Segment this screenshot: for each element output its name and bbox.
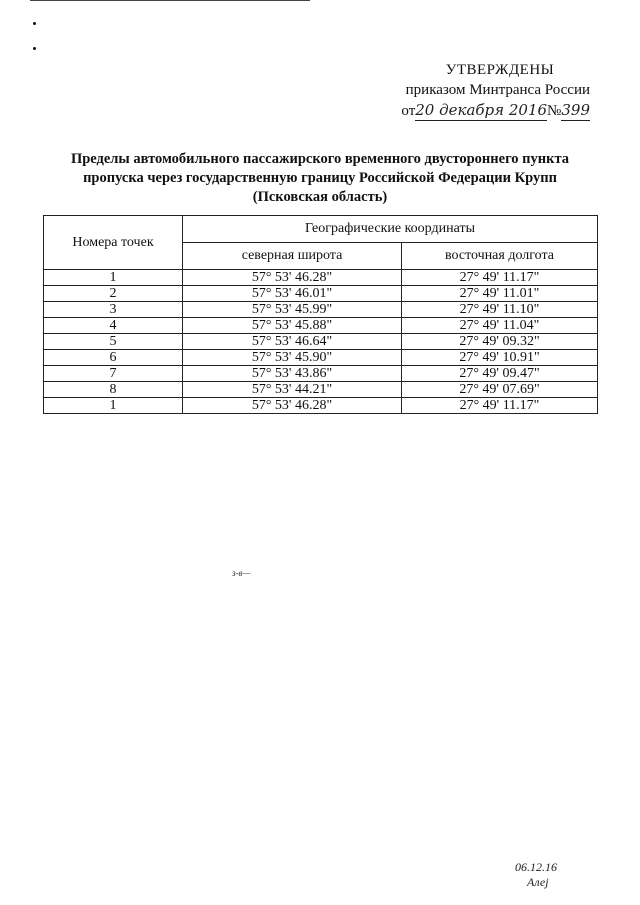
latitude-cell: 57° 53' 43.86" <box>183 366 402 382</box>
longitude-cell: 27° 49' 11.04" <box>402 318 598 334</box>
point-number: 8 <box>44 382 183 398</box>
point-number: 7 <box>44 366 183 382</box>
coordinates-table <box>43 215 598 414</box>
longitude-cell: 27° 49' 10.91" <box>402 350 598 366</box>
header-point-numbers: Номера точек <box>44 216 183 270</box>
point-number: 3 <box>44 302 183 318</box>
latitude-cell: 57° 53' 45.90" <box>183 350 402 366</box>
approval-date-line <box>380 100 590 121</box>
handwritten-mark: з-в— <box>232 568 251 578</box>
longitude-cell: 27° 49' 11.17" <box>402 398 598 414</box>
title-line-3: (Псковская область) <box>252 189 388 205</box>
latitude-cell: 57° 53' 44.21" <box>183 382 402 398</box>
title-line-2: пропуска через государственную границу Российской Федерации Крупп <box>83 170 557 186</box>
approval-block <box>380 60 590 121</box>
table-row <box>44 350 598 366</box>
longitude-cell: 27° 49' 07.69" <box>402 382 598 398</box>
header-longitude: восточная долгота <box>402 243 598 270</box>
footer-date: 06.12.16 <box>515 860 557 874</box>
latitude-cell: 57° 53' 46.01" <box>183 286 402 302</box>
longitude-cell: 27° 49' 11.10" <box>402 302 598 318</box>
top-border-line <box>30 0 310 1</box>
number-prefix: № <box>547 103 562 119</box>
table-row <box>44 382 598 398</box>
footer-handwritten-note <box>515 860 557 890</box>
table-row <box>44 302 598 318</box>
handwritten-date: 20 декабря 2016 <box>415 101 548 119</box>
table-row <box>44 286 598 302</box>
title-line-1: Пределы автомобильного пассажирского временного двустороннего пункта <box>70 151 570 167</box>
point-number: 1 <box>44 398 183 414</box>
longitude-cell: 27° 49' 11.01" <box>402 286 598 302</box>
handwritten-number: 399 <box>561 101 590 119</box>
header-geo-coordinates: Географические координаты <box>183 216 598 243</box>
latitude-cell: 57° 53' 45.88" <box>183 318 402 334</box>
longitude-cell: 27° 49' 11.17" <box>402 270 598 286</box>
latitude-cell: 57° 53' 46.28" <box>183 398 402 414</box>
date-prefix: от <box>401 103 416 119</box>
footer-signature: Алеј <box>527 875 549 889</box>
approval-order-line: приказом Минтранса России <box>405 82 590 98</box>
approval-heading: УТВЕРЖДЕНЫ <box>445 62 555 78</box>
point-number: 4 <box>44 318 183 334</box>
longitude-cell: 27° 49' 09.32" <box>402 334 598 350</box>
point-number: 5 <box>44 334 183 350</box>
latitude-cell: 57° 53' 46.28" <box>183 270 402 286</box>
header-latitude: северная широта <box>183 243 402 270</box>
longitude-cell: 27° 49' 09.47" <box>402 366 598 382</box>
margin-dot <box>33 22 36 25</box>
document-title <box>40 150 600 207</box>
point-number: 6 <box>44 350 183 366</box>
table-row <box>44 334 598 350</box>
margin-dot <box>33 47 36 50</box>
table-row <box>44 318 598 334</box>
latitude-cell: 57° 53' 46.64" <box>183 334 402 350</box>
table-row <box>44 366 598 382</box>
point-number: 1 <box>44 270 183 286</box>
latitude-cell: 57° 53' 45.99" <box>183 302 402 318</box>
table-row <box>44 398 598 414</box>
point-number: 2 <box>44 286 183 302</box>
table-row <box>44 270 598 286</box>
